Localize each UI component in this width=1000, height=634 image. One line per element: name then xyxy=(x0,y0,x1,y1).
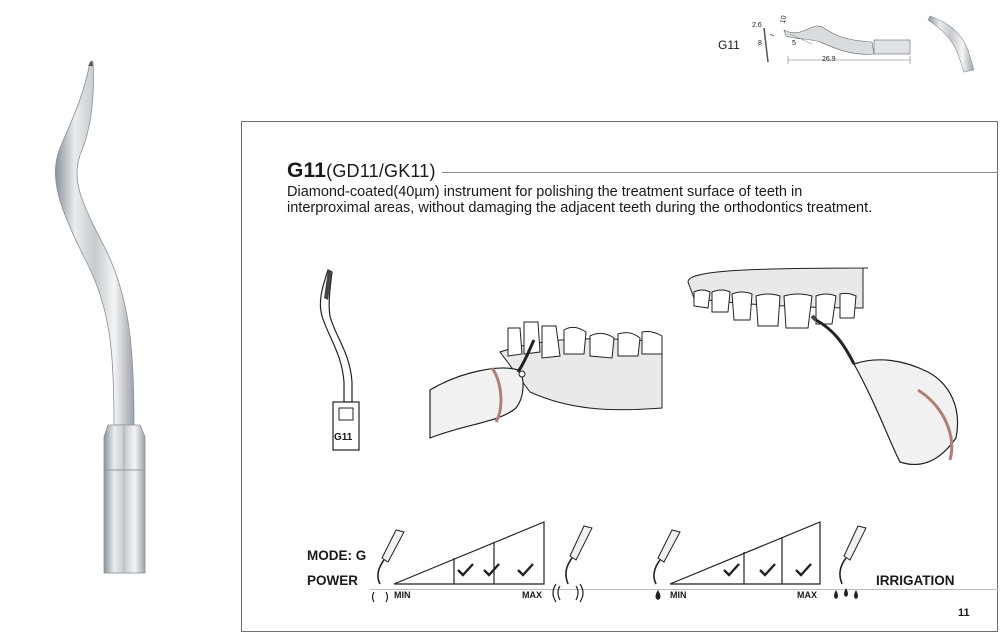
dimension-d: 5 xyxy=(792,40,796,47)
description-line-2: interproximal areas, without damaging the adjacent teeth during the orthodontics treatment. xyxy=(287,200,873,216)
large-tip-illustration xyxy=(0,0,240,634)
mode-label: MODE: G xyxy=(307,548,367,563)
dimension-length: 26.9 xyxy=(822,56,836,63)
irrigation-min-icon xyxy=(646,528,682,604)
tip-engraving: G11 xyxy=(334,432,353,443)
title-divider xyxy=(442,172,998,173)
irrigation-scale xyxy=(664,518,824,588)
product-title xyxy=(287,159,436,183)
dimension-c: 10 xyxy=(779,15,789,24)
upper-arch-illustration xyxy=(688,268,978,468)
title-variants: (GD11/GK11) xyxy=(326,161,436,181)
product-description xyxy=(287,184,987,216)
description-line-1: Diamond-coated(40µm) instrument for polishing the treatment surface of teeth in xyxy=(287,184,803,200)
power-min-label: MIN xyxy=(394,590,411,600)
irrigation-min-label: MIN xyxy=(670,590,687,600)
power-label: POWER xyxy=(307,573,359,588)
power-max-icon xyxy=(548,524,594,604)
power-scale xyxy=(388,518,548,588)
dimension-a: 2.6 xyxy=(752,22,762,29)
power-min-icon xyxy=(368,528,408,604)
tip-outline-drawing xyxy=(300,262,370,452)
dimension-b: 8 xyxy=(758,40,762,47)
title-model: G11 xyxy=(287,159,327,182)
irrigation-max-label: MAX xyxy=(797,590,817,600)
technical-drawing-thumbnail xyxy=(712,0,1000,86)
irrigation-max-icon xyxy=(828,524,868,604)
page-number: 11 xyxy=(958,607,970,619)
power-max-label: MAX xyxy=(522,590,542,600)
lower-arch-illustration xyxy=(430,312,670,462)
thumbnail-tip-drawing xyxy=(712,0,1000,86)
irrigation-label: IRRIGATION xyxy=(876,573,955,588)
thumbnail-model-label: G11 xyxy=(718,38,740,52)
